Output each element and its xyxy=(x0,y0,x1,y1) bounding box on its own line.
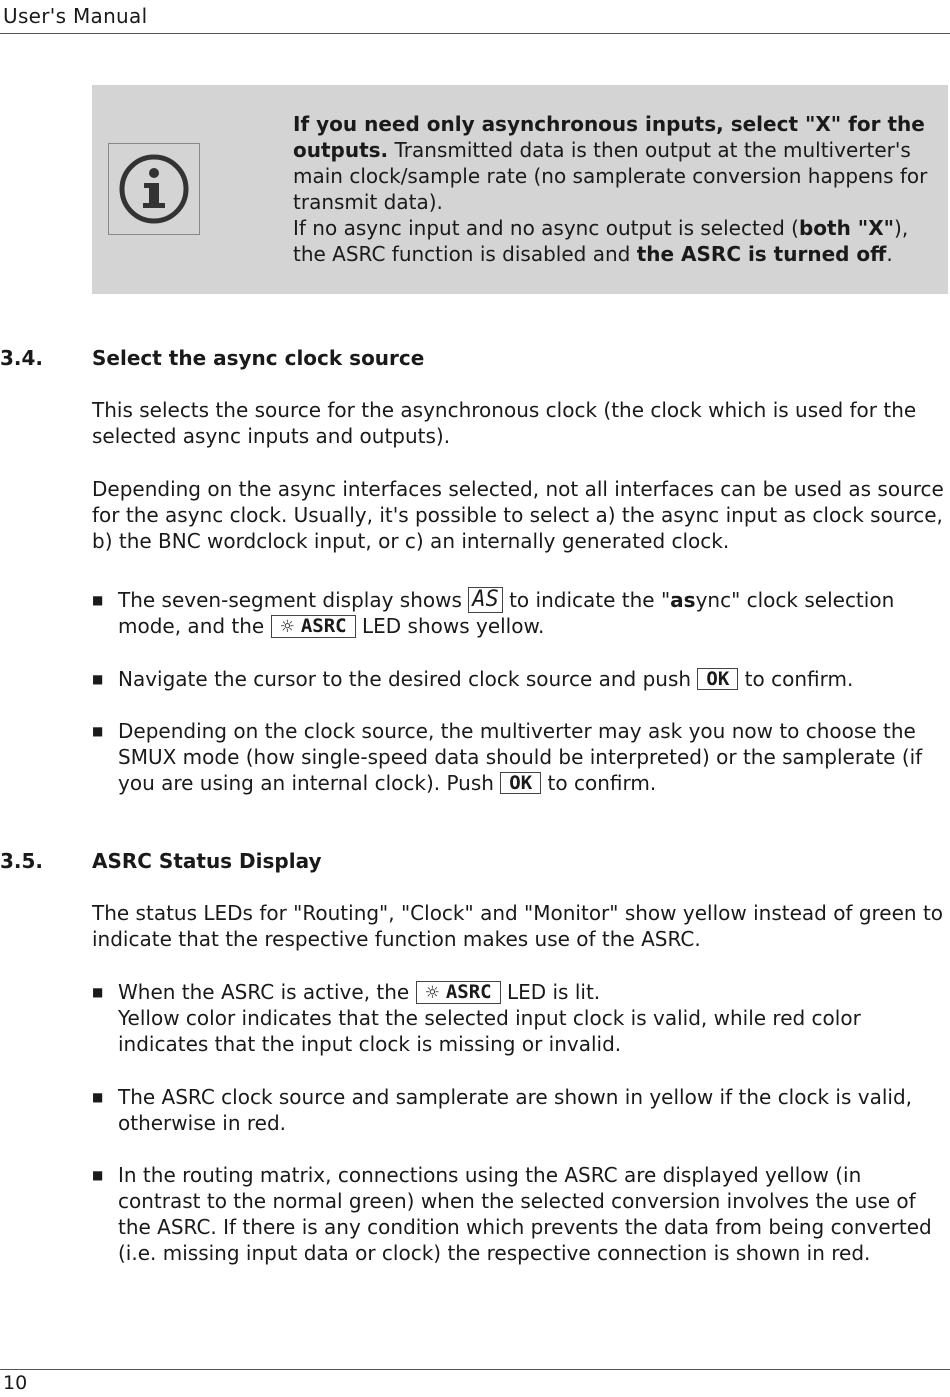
bullet-3-text-b: to confirm. xyxy=(541,771,657,795)
note-text xyxy=(293,111,943,267)
bullet-marker: ■ xyxy=(92,724,104,738)
section-35-title: ASRC Status Display xyxy=(92,849,322,873)
ok-key: OK xyxy=(697,668,738,690)
note-text-2e: . xyxy=(886,242,893,266)
note-text-2a: If no async input and no async output is selected ( xyxy=(293,216,799,240)
sun-icon: ☼ xyxy=(279,617,295,637)
asrc-key-label: ASRC xyxy=(300,615,347,637)
section-34-title: Select the async clock source xyxy=(92,346,425,370)
section-35-bullet-2: The ASRC clock source and samplerate are shown in yellow if the clock is valid, otherwise in red. xyxy=(118,1085,913,1135)
footer-rule xyxy=(0,1369,950,1370)
section-34-paragraph-2: Depending on the async interfaces selected, not all interfaces can be used as source for the async clock. Usually, it's possible to select a) the async input as clock source, b) the BNC wordclock input, or c) an internally generated clock. xyxy=(92,477,944,553)
page-number: 10 xyxy=(3,1372,28,1394)
note-text-2c: ), the ASRC function is disabled and xyxy=(293,216,909,266)
note-bold-lead: If you need only asynchronous inputs, select "X" for the outputs. xyxy=(293,112,925,162)
asrc-key-label: ASRC xyxy=(445,981,492,1003)
note-text-1: Transmitted data is then output at the multiverter's main clock/sample rate (no samplerate conversion happens for transmit data). xyxy=(293,138,928,214)
bullet-marker: ■ xyxy=(92,1168,104,1182)
s35-bullet-1-text-c: Yellow color indicates that the selected input clock is valid, while red color indicates that the input clock is missing or invalid. xyxy=(118,1006,861,1056)
s35-bullet-1-text-b: LED is lit. xyxy=(500,980,601,1004)
bullet-marker: ■ xyxy=(92,672,104,686)
asrc-key xyxy=(271,615,356,638)
bullet-marker: ■ xyxy=(92,593,104,607)
section-34-paragraph-1: This selects the source for the asynchronous clock (the clock which is used for the selected async inputs and outputs). xyxy=(92,398,917,448)
note-box xyxy=(92,85,948,294)
info-icon xyxy=(116,151,192,227)
bullet-marker: ■ xyxy=(92,1090,104,1104)
bullet-1-text-d: LED shows yellow. xyxy=(355,614,545,638)
note-bold-off: the ASRC is turned off xyxy=(636,242,887,266)
section-34-bullet-2 xyxy=(118,666,948,692)
asrc-key xyxy=(416,981,501,1004)
bullet-2-text-b: to confirm. xyxy=(738,667,854,691)
section-35-paragraph-1: The status LEDs for "Routing", "Clock" and "Monitor" show yellow instead of green to indicate that the respective function makes use of the ASRC. xyxy=(92,901,944,951)
section-35-bullet-1 xyxy=(118,979,948,1057)
bullet-3-text-a: Depending on the clock source, the multiverter may ask you now to choose the SMUX mode (how single-speed data should be interpreted) or the samplerate (if you are using an internal clock). Push xyxy=(118,719,923,795)
ok-key: OK xyxy=(500,772,541,794)
header-rule xyxy=(0,33,950,34)
s35-bullet-1-text-a: When the ASRC is active, the xyxy=(118,980,416,1004)
section-34-number: 3.4. xyxy=(0,346,44,370)
bullet-2-text-a: Navigate the cursor to the desired clock source and push xyxy=(118,667,698,691)
section-34-bullet-1 xyxy=(118,587,948,639)
bullet-1-text-b: to indicate the " xyxy=(502,588,671,612)
seven-segment-as-display: AS xyxy=(468,587,503,613)
bullet-1-text-a: The seven-segment display shows xyxy=(118,588,469,612)
info-icon-frame xyxy=(108,143,200,235)
section-35-bullet-3: In the routing matrix, connections using the ASRC are displayed yellow (in contrast to the normal green) when the selected conversion involves the use of the ASRC. If there is any condition which prevents the data from being converted (i.e. missing input data or clock) the respective connection is shown in red. xyxy=(118,1163,932,1265)
sun-icon: ☼ xyxy=(424,983,440,1003)
section-34-bullet-3 xyxy=(118,718,948,796)
bullet-1-bold-as: as xyxy=(670,588,696,612)
note-bold-both: both "X" xyxy=(798,216,895,240)
bullet-marker: ■ xyxy=(92,985,104,999)
section-35-number: 3.5. xyxy=(0,849,44,873)
header-title: User's Manual xyxy=(3,4,148,28)
bullet-1-text-c: ync" clock selection mode, and the xyxy=(118,588,895,638)
